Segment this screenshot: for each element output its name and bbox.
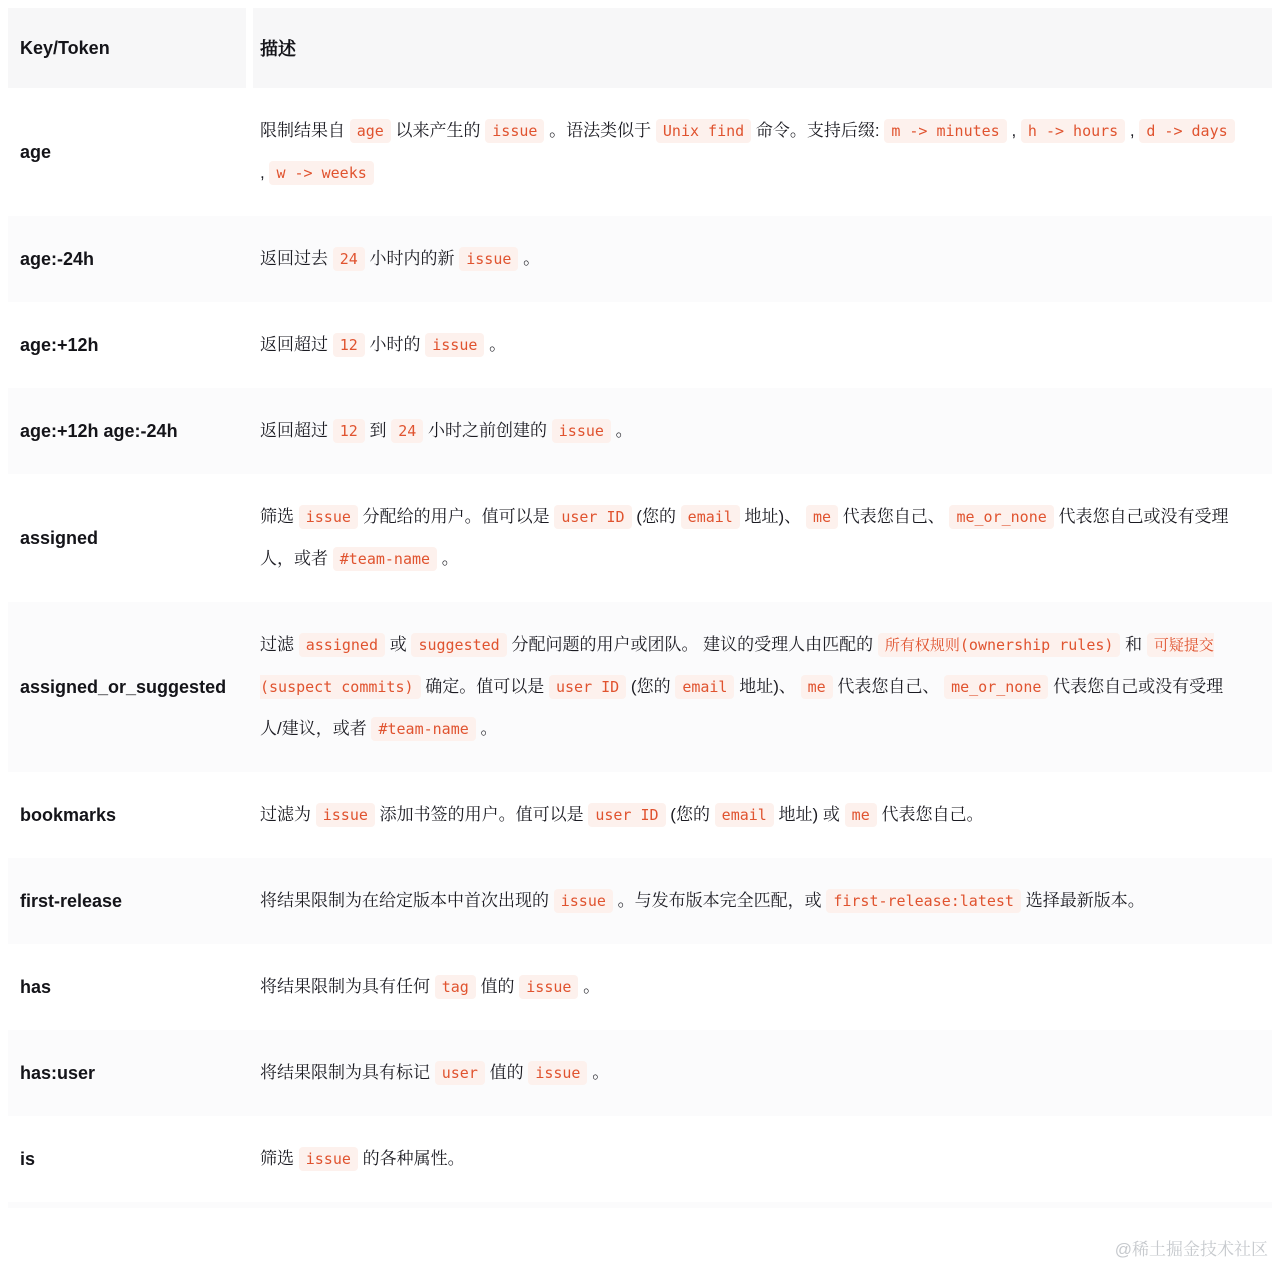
table-row bbox=[8, 944, 1272, 1030]
code-token: user ID bbox=[549, 675, 626, 699]
table-row bbox=[8, 1116, 1272, 1202]
description-cell: 将结果限制为具有任何 tag 值的 issue 。 bbox=[246, 944, 1272, 1030]
table-body bbox=[8, 88, 1272, 1202]
code-token: issue bbox=[552, 419, 611, 443]
table-row bbox=[8, 858, 1272, 944]
description-cell: 筛选 issue 分配给的用户。值可以是 user ID (您的 email 地址)、 me 代表您自己、 me_or_none 代表您自己或没有受理人，或者 #team-name 。 bbox=[246, 474, 1272, 602]
code-token: #team-name bbox=[333, 547, 437, 571]
code-token: first-release:latest bbox=[826, 889, 1021, 913]
table-row bbox=[8, 88, 1272, 216]
key-cell: age:-24h bbox=[20, 249, 95, 269]
code-token: assigned bbox=[299, 633, 385, 657]
table-row bbox=[8, 772, 1272, 858]
code-token: 12 bbox=[333, 333, 365, 357]
code-token: issue bbox=[528, 1061, 587, 1085]
column-header-description-label: 描述 bbox=[260, 39, 296, 59]
code-token: Unix find bbox=[656, 119, 751, 143]
table-header-row bbox=[8, 8, 1272, 88]
code-token: me_or_none bbox=[944, 675, 1048, 699]
key-cell: is bbox=[20, 1149, 36, 1169]
key-cell: assigned bbox=[20, 528, 99, 548]
description-cell: 返回过去 24 小时内的新 issue 。 bbox=[246, 216, 1272, 302]
description-cell: 过滤为 issue 添加书签的用户。值可以是 user ID (您的 email 地址) 或 me 代表您自己。 bbox=[246, 772, 1272, 858]
code-token: email bbox=[715, 803, 774, 827]
code-token: me bbox=[845, 803, 877, 827]
code-token: issue bbox=[299, 505, 358, 529]
code-token: issue bbox=[554, 889, 613, 913]
code-token: me_or_none bbox=[949, 505, 1053, 529]
description-cell: 过滤 assigned 或 suggested 分配问题的用户或团队。 建议的受理人由匹配的 所有权规则(ownership rules) 和 可疑提交(suspect commits) 确定。值可以是 user ID (您的 email 地址)、 me 代表您自己、 me_or_none 代表您自己或没有受理人/建议，或者 #team-name 。 bbox=[246, 602, 1272, 772]
key-token-table bbox=[8, 8, 1272, 1208]
code-token: issue bbox=[316, 803, 375, 827]
key-cell: bookmarks bbox=[20, 805, 117, 825]
table-row bbox=[8, 302, 1272, 388]
code-token: d -> days bbox=[1139, 119, 1234, 143]
code-token: tag bbox=[435, 975, 476, 999]
description-cell: 将结果限制为具有标记 user 值的 issue 。 bbox=[246, 1030, 1272, 1116]
description-cell: 限制结果自 age 以来产生的 issue 。语法类似于 Unix find 命令。支持后缀: m -> minutes , h -> hours , d -> days , w -> weeks bbox=[246, 88, 1272, 216]
code-token: 24 bbox=[333, 247, 365, 271]
table-row-stub bbox=[8, 1202, 1272, 1208]
table-row bbox=[8, 1030, 1272, 1116]
code-token: m -> minutes bbox=[884, 119, 1006, 143]
code-token: 12 bbox=[333, 419, 365, 443]
table-row bbox=[8, 474, 1272, 602]
inline-link[interactable]: 可疑提交(suspect commits) bbox=[260, 633, 1214, 699]
code-token: #team-name bbox=[371, 717, 475, 741]
table-row bbox=[8, 388, 1272, 474]
key-cell: age:+12h bbox=[20, 335, 99, 355]
code-token: issue bbox=[519, 975, 578, 999]
code-token: w -> weeks bbox=[269, 161, 373, 185]
description-cell: 返回超过 12 到 24 小时之前创建的 issue 。 bbox=[246, 388, 1272, 474]
column-header-description bbox=[246, 8, 1272, 88]
description-cell: 筛选 issue 的各种属性。 bbox=[246, 1116, 1272, 1202]
code-token: email bbox=[675, 675, 734, 699]
column-header-key bbox=[8, 8, 246, 88]
code-token: user ID bbox=[554, 505, 631, 529]
key-cell: assigned_or_suggested bbox=[20, 677, 227, 697]
code-token: me bbox=[801, 675, 833, 699]
code-token: issue bbox=[425, 333, 484, 357]
key-cell: age:+12h age:-24h bbox=[20, 421, 178, 441]
code-token: user bbox=[435, 1061, 485, 1085]
code-token: user ID bbox=[588, 803, 665, 827]
code-token: h -> hours bbox=[1021, 119, 1125, 143]
code-token: me bbox=[806, 505, 838, 529]
description-cell: 返回超过 12 小时的 issue 。 bbox=[246, 302, 1272, 388]
code-token: issue bbox=[459, 247, 518, 271]
key-cell: has:user bbox=[20, 1063, 96, 1083]
column-header-key-label: Key/Token bbox=[20, 37, 110, 58]
code-token: age bbox=[350, 119, 391, 143]
description-cell: 将结果限制为在给定版本中首次出现的 issue 。与发布版本完全匹配，或 first-release:latest 选择最新版本。 bbox=[246, 858, 1272, 944]
key-cell: has bbox=[20, 977, 52, 997]
inline-link[interactable]: 所有权规则(ownership rules) bbox=[878, 633, 1121, 657]
key-cell: first-release bbox=[20, 891, 123, 911]
key-cell: age bbox=[20, 142, 52, 162]
code-token: issue bbox=[299, 1147, 358, 1171]
watermark: @稀土掘金技术社区 bbox=[1114, 1240, 1268, 1259]
table-row bbox=[8, 216, 1272, 302]
code-token: 24 bbox=[391, 419, 423, 443]
code-token: email bbox=[681, 505, 740, 529]
code-token: suggested bbox=[411, 633, 506, 657]
code-token: issue bbox=[485, 119, 544, 143]
table-row bbox=[8, 602, 1272, 772]
